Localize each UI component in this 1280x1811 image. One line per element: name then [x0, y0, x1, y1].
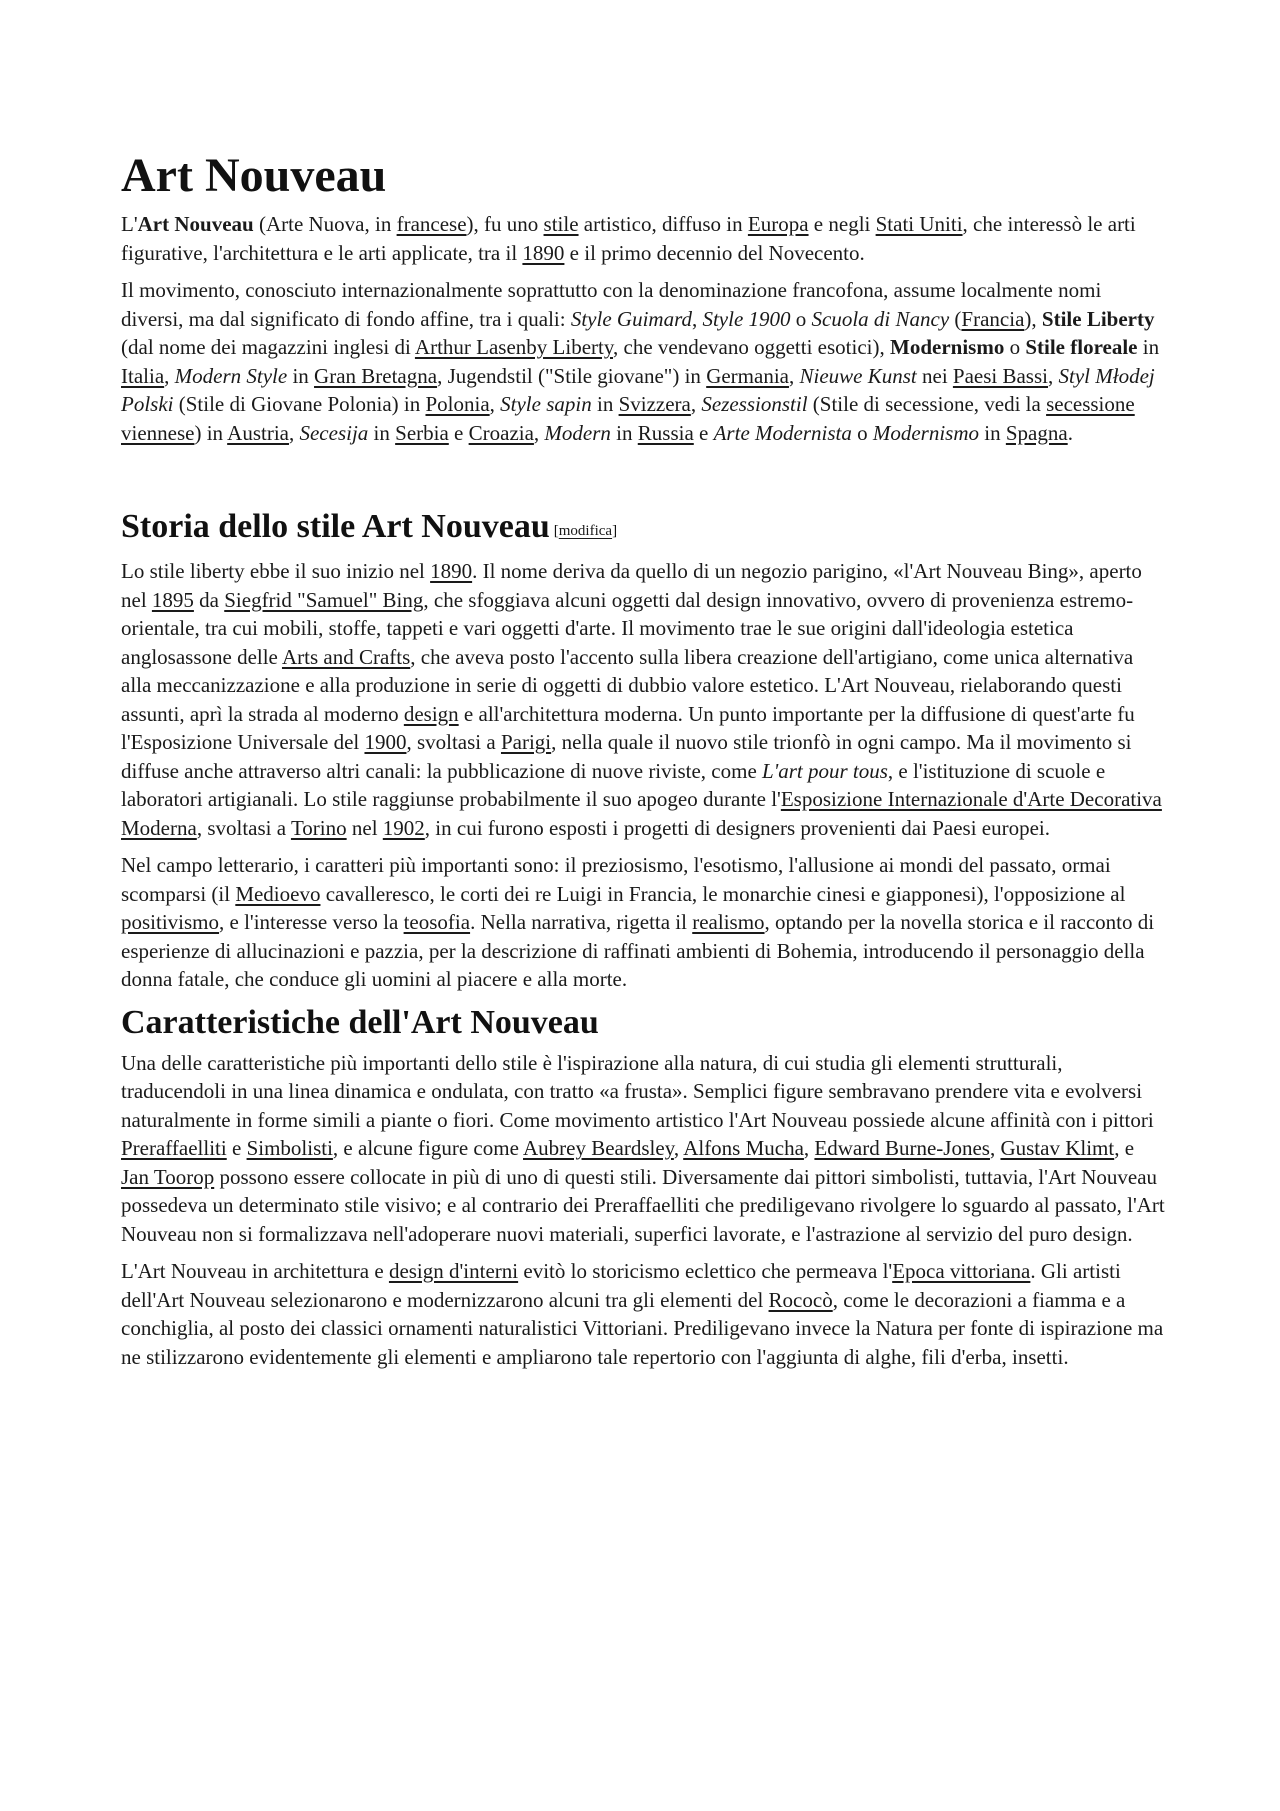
link-paesi-bassi[interactable]: Paesi Bassi: [952, 363, 1048, 388]
link-epoca-vittoriana[interactable]: Epoca vittoriana: [892, 1259, 1031, 1283]
link-positivismo[interactable]: positivismo: [121, 910, 220, 934]
link-1890-storia[interactable]: 1890: [430, 559, 473, 583]
link-1900[interactable]: 1900: [364, 730, 407, 754]
link-germania[interactable]: Germania: [706, 363, 789, 388]
link-1895[interactable]: 1895: [151, 587, 194, 612]
link-stati-uniti[interactable]: Stati Uniti: [875, 212, 963, 236]
link-edward-burne-jones[interactable]: Edward Burne-Jones: [814, 1136, 990, 1160]
link-design-interni[interactable]: design d'interni: [388, 1259, 519, 1283]
link-francese[interactable]: francese: [396, 212, 467, 236]
intro-paragraph-1: L'Art Nouveau (Arte Nuova, in francese), fu uno stile artistico, diffuso in Europa e negli Stati Uniti, che interessò le arti figurative, l'architettura e le arti applicate, tra il 1890 e il primo decennio del Novecento.: [121, 212, 1136, 265]
link-serbia[interactable]: Serbia: [395, 420, 449, 445]
section-heading-caratteristiche: Caratteristiche dell'Art Nouveau: [121, 1003, 599, 1041]
link-gustav-klimt[interactable]: Gustav Klimt: [1000, 1136, 1115, 1160]
link-secessione-viennese[interactable]: secessione viennese: [121, 392, 1135, 445]
link-design[interactable]: design: [403, 701, 459, 726]
link-1890[interactable]: 1890: [522, 240, 565, 265]
link-preraffaelliti[interactable]: Preraffaelliti: [121, 1136, 227, 1160]
link-samuel-bing[interactable]: Siegfrid "Samuel" Bing: [224, 587, 424, 612]
link-austria[interactable]: Austria: [227, 420, 289, 445]
link-francia[interactable]: Francia: [961, 306, 1025, 331]
section-heading-storia: Storia dello stile Art Nouveau [modifica]: [121, 508, 618, 545]
link-stile[interactable]: stile: [543, 212, 579, 236]
link-europa[interactable]: Europa: [747, 212, 809, 236]
article: [121, 148, 1166, 1380]
link-polonia[interactable]: Polonia: [425, 392, 490, 416]
storia-paragraph-1: Lo stile liberty ebbe il suo inizio nel 1890. Il nome deriva da quello di un negozio parigino, «l'Art Nouveau Bing», aperto nel 1895 da Siegfrid "Samuel" Bing, che sfoggiava alcuni oggetti dal design innovativo, ovvero di provenienza estremo-orientale, tra cui mobili, stoffe, tappeti e vari oggetti d'arte. Il movimento trae le sue origini dall'ideologia estetica anglosassone delle Arts and Crafts, che aveva posto l'accento sulla libera creazione dell'artigiano, come unica alternativa alla meccanizzazione e alla produzione in serie di oggetti di dubbio valore estetico. L'Art Nouveau, rielaborando questi assunti, aprì la strada al moderno design e all'architettura moderna. Un punto importante per la diffusione di quest'arte fu l'Esposizione Universale del 1900, svoltasi a Parigi, nella quale il nuovo stile trionfò in ogni campo. Ma il movimento si diffuse anche attraverso altri canali: la pubblicazione di nuove riviste, come L'art pour tous, e l'istituzione di scuole e laboratori artigianali. Lo stile raggiunse probabilmente il suo apogeo durante l'Esposizione Internazionale d'Arte Decorativa Moderna, svoltasi a Torino nel 1902, in cui furono esposti i progetti di designers provenienti dai Paesi europei.: [121, 559, 1162, 840]
page-title: Art Nouveau: [121, 149, 387, 202]
link-1902[interactable]: 1902: [382, 815, 425, 840]
edit-section-link: [modifica]: [553, 523, 618, 539]
link-russia[interactable]: Russia: [637, 420, 694, 445]
link-arts-and-crafts[interactable]: Arts and Crafts: [281, 644, 411, 669]
link-medioevo[interactable]: Medioevo: [235, 881, 321, 906]
storia-paragraph-2: Nel campo letterario, i caratteri più importanti sono: il preziosismo, l'esotismo, l'allusione ai mondi del passato, ormai scomparsi (il Medioevo cavalleresco, le corti dei re Luigi in Francia, le monarchie cinesi e giapponesi), l'opposizione al positivismo, e l'interesse verso la teosofia. Nella narrativa, rigetta il realismo, optando per la novella storica e il racconto di esperienze di allucinazioni e pazzia, per la descrizione di raffinati ambienti di Bohemia, introducendo il personaggio della donna fatale, che conduce gli uomini al piacere e alla morte.: [121, 853, 1155, 991]
link-alfons-mucha[interactable]: Alfons Mucha: [683, 1136, 804, 1160]
link-spagna[interactable]: Spagna: [1005, 420, 1068, 445]
link-esposizione-internazionale[interactable]: Esposizione Internazionale d'Arte Decorativa Moderna: [121, 787, 1162, 840]
link-aubrey-beardsley[interactable]: Aubrey Beardsley: [523, 1136, 674, 1160]
link-realismo[interactable]: realismo: [692, 910, 765, 934]
link-torino[interactable]: Torino: [290, 815, 347, 840]
caratteristiche-paragraph-1: Una delle caratteristiche più importanti dello stile è l'ispirazione alla natura, di cui studia gli elementi strutturali, traducendoli in una linea dinamica e ondulata, con tratto «a frusta». Semplici figure sembravano prendere vita e evolversi naturalmente in forme simili a piante o fiori. Come movimento artistico l'Art Nouveau possiede alcune affinità con i pittori Preraffaelliti e Simbolisti, e alcune figure come Aubrey Beardsley, Alfons Mucha, Edward Burne-Jones, Gustav Klimt, e Jan Toorop possono essere collocate in più di uno di questi stili. Diversamente dai pittori simbolisti, tuttavia, l'Art Nouveau possedeva un determinato stile visivo; e al contrario dei Preraffaelliti che prediligevano rivolgere lo sguardo al passato, l'Art Nouveau non si formalizzava nell'adoperare nuovi materiali, superfici lavorate, e l'astrazione al servizio del puro design.: [121, 1050, 1165, 1246]
link-rococo[interactable]: Rococò: [768, 1287, 833, 1312]
link-croazia[interactable]: Croazia: [468, 420, 534, 445]
link-simbolisti[interactable]: Simbolisti: [246, 1136, 333, 1160]
link-svizzera[interactable]: Svizzera: [618, 392, 691, 416]
caratteristiche-paragraph-2: L'Art Nouveau in architettura e design d'interni evitò lo storicismo eclettico che permeava l'Epoca vittoriana. Gli artisti dell'Art Nouveau selezionarono e modernizzarono alcuni tra gli elementi del Rococò, come le decorazioni a fiamma e a conchiglia, al posto dei classici ornamenti naturalistici Vittoriani. Prediligevano invece la Natura per fonte di ispirazione ma ne stilizzarono evidentemente gli elementi e ampliarono tale repertorio con l'aggiunta di alghe, fili d'erba, insetti.: [121, 1259, 1164, 1369]
link-arthur-lasenby-liberty[interactable]: Arthur Lasenby Liberty: [414, 335, 613, 359]
edit-link[interactable]: modifica: [558, 523, 613, 539]
link-teosofia[interactable]: teosofia: [403, 910, 471, 934]
link-gran-bretagna[interactable]: Gran Bretagna: [314, 363, 438, 388]
link-jan-toorop[interactable]: Jan Toorop: [121, 1164, 215, 1189]
link-parigi[interactable]: Parigi: [500, 730, 552, 754]
intro-paragraph-2: Il movimento, conosciuto internazionalmente soprattutto con la denominazione francofona, assume localmente nomi diversi, ma dal significato di fondo affine, tra i quali: Style Guimard, Style 1900 o Scuola di Nancy (Francia), Stile Liberty (dal nome dei magazzini inglesi di Arthur Lasenby Liberty, che vendevano oggetti esotici), Modernismo o Stile floreale in Italia, Modern Style in Gran Bretagna, Jugendstil ("Stile giovane") in Germania, Nieuwe Kunst nei Paesi Bassi, Styl Młodej Polski (Stile di Giovane Polonia) in Polonia, Style sapin in Svizzera, Sezessionstil (Stile di secessione, vedi la secessione viennese) in Austria, Secesija in Serbia e Croazia, Modern in Russia e Arte Modernista o Modernismo in Spagna.: [121, 278, 1160, 445]
link-italia[interactable]: Italia: [121, 363, 165, 388]
